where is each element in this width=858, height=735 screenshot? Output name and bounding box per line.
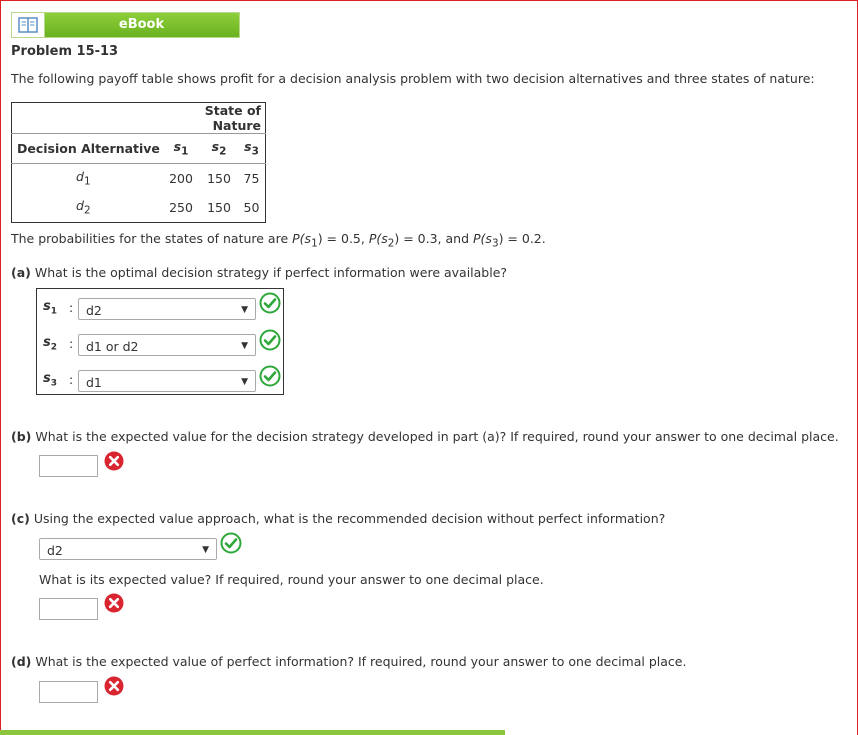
chevron-down-icon: ▼ [241,377,248,387]
answer-c-input[interactable] [39,598,98,620]
state-s1-header: $s_1$ [162,134,200,164]
question-b-text: What is the expected value for the decision strategy developed in part (a)? If required, round your answer to one decimal place. [35,429,839,444]
chevron-down-icon: ▼ [202,545,209,555]
payoff-cell: 200 [169,171,193,186]
payoff-table [11,102,266,223]
table-row [12,193,266,223]
question-c-text: Using the expected value approach, what is the recommended decision without perfect information? [33,511,666,526]
strategy-row-s3 [37,368,285,392]
question-a-label: (a) [11,265,31,280]
state-of-nature-header: State of Nature [162,103,266,134]
ebook-button[interactable] [11,12,240,38]
strategy-select-s3[interactable] [78,370,256,392]
colon: : [69,336,74,351]
strategy-select-s1[interactable] [78,298,256,320]
select-value: d2 [86,303,102,318]
probabilities-text: The probabilities for the states of nature are $P(s_1) = 0.5$, $P(s_2) = 0.3$, and $P(s_3) = 0.2$. [11,231,546,250]
book-icon [12,13,45,37]
payoff-cell: 75 [243,171,260,186]
decision-d2-label: $d_2$ [76,198,91,217]
question-c [11,511,665,526]
decision-alternative-header: Decision Alternative [12,134,163,164]
problem-intro: The following payoff table shows profit for a decision analysis problem with two decision alternatives and three states of nature: [11,71,815,86]
x-icon [104,593,124,613]
question-c-followup: What is its expected value? If required, round your answer to one decimal place. [39,572,544,587]
x-icon [104,676,124,696]
question-d-text: What is the expected value of perfect information? If required, round your answer to one decimal place. [35,654,687,669]
payoff-cell: 250 [169,200,193,215]
question-c-label: (c) [11,511,30,526]
payoff-cell: 150 [207,171,231,186]
check-icon [259,365,281,387]
question-d-label: (d) [11,654,32,669]
state-s3-header: $s_3$ [238,134,266,164]
question-b [11,429,839,444]
problem-title: Problem 15-13 [11,44,119,59]
select-value: d2 [47,543,63,558]
question-a-text: What is the optimal decision strategy if perfect information were available? [34,265,508,280]
state-s2-header: $s_2$ [200,134,238,164]
strategy-select-s2[interactable] [78,334,256,356]
check-icon [259,292,281,314]
strategy-row-s2 [37,332,285,356]
colon: : [69,300,74,315]
chevron-down-icon: ▼ [241,341,248,351]
strategy-state-label: $s_1$ [43,299,58,317]
payoff-cell: 50 [243,200,260,215]
question-d [11,654,686,669]
select-value: d1 or d2 [86,339,139,354]
progress-bar [0,730,505,735]
strategy-state-label: $s_3$ [43,371,58,389]
strategy-box [36,288,284,395]
select-value: d1 [86,375,102,390]
payoff-cell: 150 [207,200,231,215]
table-row [12,164,266,194]
decision-d1-label: $d_1$ [76,169,91,188]
question-a [11,265,507,280]
strategy-state-label: $s_2$ [43,335,58,353]
decision-select[interactable] [39,538,217,560]
chevron-down-icon: ▼ [241,305,248,315]
answer-d-input[interactable] [39,681,98,703]
colon: : [69,372,74,387]
question-b-label: (b) [11,429,32,444]
strategy-row-s1 [37,296,285,320]
x-icon [104,451,124,471]
answer-b-input[interactable] [39,455,98,477]
check-icon [259,329,281,351]
check-icon [220,532,242,554]
ebook-label: eBook [118,17,165,32]
